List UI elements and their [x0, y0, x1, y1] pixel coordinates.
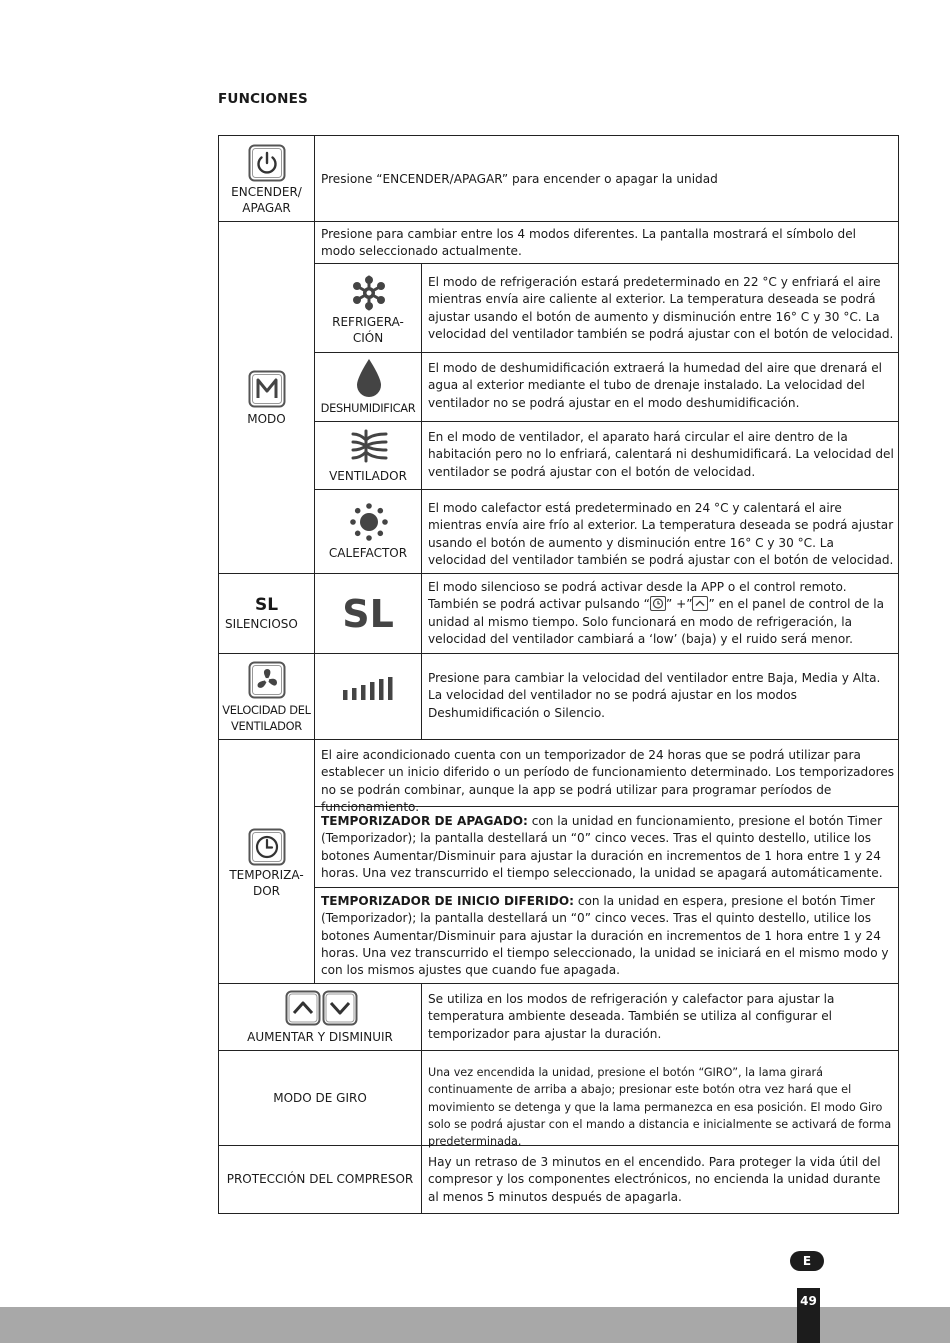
fan-speed-label: VELOCIDAD DEL VENTILADOR — [222, 703, 311, 733]
cooling-label: REFRIGERA- CIÓN — [332, 315, 404, 345]
silent-text-part1: El modo silencioso se podrá activar desde la APP o el control remoto. También se podrá activar pulsando “ — [428, 580, 847, 612]
fan-speed-description: Presione para cambiar la velocidad del ventilador entre Baja, Media y Alta. La velocidad del ventilador no se podrá ajustar en los modos Deshumidificación o Silencio. — [428, 671, 881, 720]
silent-label: SILENCIOSO — [225, 617, 298, 631]
heating-label: CALEFACTOR — [328, 546, 408, 560]
timer-button-icon — [650, 596, 666, 611]
silent-description — [428, 579, 894, 648]
mode-m-icon — [248, 370, 286, 408]
silent-sl-icon: SL — [254, 595, 279, 615]
speed-bars-icon — [342, 677, 394, 701]
dehumidify-description: El modo de deshumidificación extraerá la humedad del aire que drenará el agua al exterior mediante el tubo de drenaje instalado. La velocidad del ventilador no se podrá ajustar en el modo deshumidificación. — [428, 361, 883, 410]
snowflake-icon — [349, 275, 389, 311]
power-description: Presione “ENCENDER/APAGAR” para encender o apagar la unidad — [321, 172, 718, 186]
fan-speed-icon — [248, 661, 286, 699]
compressor-label: PROTECCIÓN DEL COMPRESOR — [226, 1172, 414, 1186]
power-label: ENCENDER/ APAGAR — [231, 185, 302, 215]
silent-symbol: SL — [342, 592, 394, 636]
cooling-description: El modo de refrigeración estará predeterminado en 22 °C y enfriará el aire mientras envía aire caliente al exterior. La temperatura deseada se podrá ajustar usando el botón de aumento y disminución entre 16° C y 30 °C. La velocidad del ventilador también se podrá ajustar con el botón de velocidad. — [428, 275, 894, 341]
timer-off-title: TEMPORIZADOR DE APAGADO: — [321, 814, 528, 828]
dehumidify-label: DESHUMIDIFICAR — [320, 401, 416, 415]
up-down-buttons-icon — [285, 990, 358, 1026]
mode-label: MODO — [247, 412, 286, 426]
silent-text-part3: ” en el panel de control de la unidad al mismo tiempo. Solo funcionará en modo de refrigeración, la velocidad del ventilador cambiará a ‘low’ (baja) y el ruido será menor. — [428, 597, 885, 646]
swing-label: MODO DE GIRO — [273, 1091, 367, 1105]
section-title: FUNCIONES — [218, 91, 308, 107]
silent-text-part2: ” +” — [665, 597, 693, 612]
sun-heat-icon — [349, 502, 389, 542]
up-down-label: AUMENTAR Y DISMINUIR — [247, 1030, 393, 1044]
fan-mode-label: VENTILADOR — [329, 469, 407, 483]
heating-description: El modo calefactor está predeterminado en 24 °C y calentará el aire mientras envía aire frío al exterior. La temperatura deseada se podrá ajustar usando el botón de aumento y disminución entre 16° C y 30 °C. La velocidad del ventilador también se podrá ajustar con el botón de velocidad. — [428, 501, 894, 567]
up-button-icon — [692, 596, 708, 611]
timer-on-description — [321, 893, 895, 979]
timer-on-title: TEMPORIZADOR DE INICIO DIFERIDO: — [321, 894, 575, 908]
timer-intro: El aire acondicionado cuenta con un temporizador de 24 horas que se podrá utilizar para establecer un inicio diferido o un período de funcionamiento determinado. Los temporizadores no se podrán combinar, aunque la app se podrá utilizar para programar períodos de funcionamiento. — [321, 748, 895, 814]
timer-icon — [248, 828, 286, 866]
page-number: 49 — [800, 1294, 817, 1308]
timer-on-text: con la unidad en espera, presione el botón Timer (Temporizador); la pantalla destellará un “0” cinco veces. Tras el quinto destello, utilice los botones Aumentar/Disminuir para ajustar la duración en incrementos de 1 hora entre 1 y 24 horas. Una vez transcurrido el tiempo seleccionado, la unidad se iniciará en el mismo modo y con los mismos ajustes que cuando fue apagada. — [321, 894, 889, 978]
timer-label: TEMPORIZA- DOR — [229, 868, 304, 898]
mode-intro: Presione para cambiar entre los 4 modos diferentes. La pantalla mostrará el símbolo del modo seleccionado actualmente. — [321, 227, 857, 259]
fan-mode-icon — [350, 428, 390, 464]
language-badge: E — [790, 1251, 824, 1271]
water-drop-icon — [355, 357, 383, 399]
timer-off-description — [321, 813, 895, 882]
fan-mode-description: En el modo de ventilador, el aparato hará circular el aire dentro de la habitación pero no lo enfriará, calentará ni deshumidificará. La velocidad del ventilador se podrá ajustar con el botón de velocidad. — [428, 430, 894, 479]
compressor-description: Hay un retraso de 3 minutos en el encendido. Para proteger la vida útil del compresor y los componentes electrónicos, no encienda la unidad durante al menos 5 minutos después de apagarla. — [428, 1155, 881, 1204]
swing-description: Una vez encendida la unidad, presione el botón “GIRO”, la lama girará continuamente de arriba a abajo; presionar este botón otra vez hará que el movimiento se detenga y que la lama permanezca en esa posición. El modo Giro solo se podrá ajustar con el mando a distancia e inicialmente se activará de forma predeterminada. — [428, 1066, 892, 1149]
timer-off-text: con la unidad en funcionamiento, presione el botón Timer (Temporizador); la pantalla destellará un “0” cinco veces. Tras el quinto destello, utilice los botones Aumentar/Disminuir para ajustar la duración en incrementos de 1 hora entre 1 y 24 horas. Una vez transcurrido el tiempo seleccionado, la unidad se apagará automáticamente. — [321, 814, 883, 880]
power-icon — [248, 144, 286, 182]
up-down-description: Se utiliza en los modos de refrigeración y calefactor para ajustar la temperatura ambiente deseada. También se utiliza al configurar el temporizador para ajustar la duración. — [428, 992, 835, 1041]
